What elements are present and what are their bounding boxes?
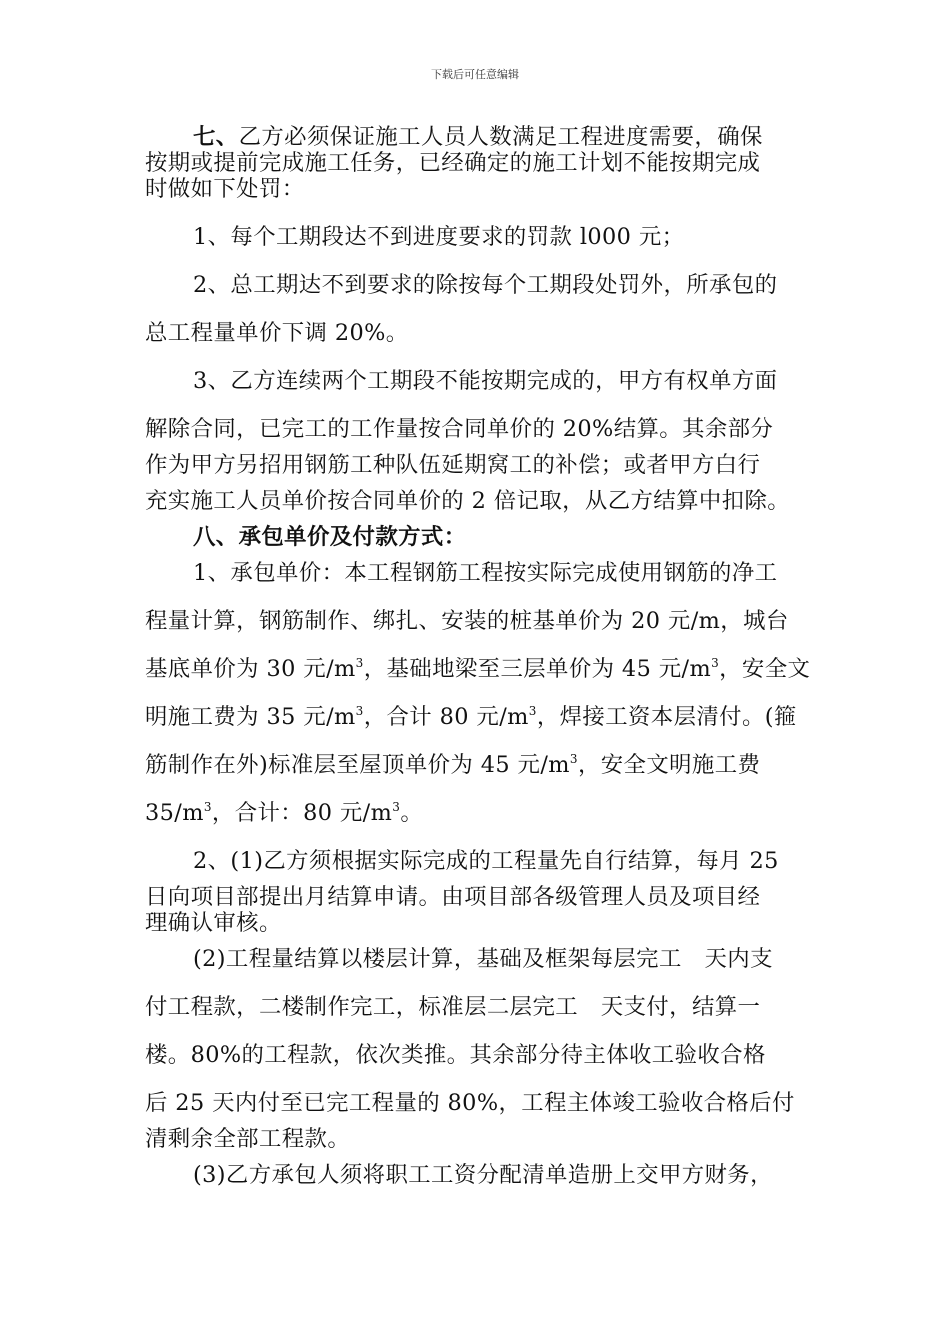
section8-heading: 八、承包单价及付款方式： [193, 524, 467, 550]
penalty-item-3-line4: 充实施工人员单价按合同单价的 2 倍记取，从乙方结算中扣除。 [145, 488, 791, 514]
section7-line2: 按期或提前完成施工任务，已经确定的施工计划不能按期完成 [145, 150, 761, 176]
unit-price-line6: $35/m^3$，合计：80 元$/m^3$。 [145, 800, 424, 826]
penalty-item-3-line2: 解除合同，已完工的工作量按合同单价的 20%结算。其余部分 [145, 416, 774, 442]
payment-line2: 付工程款，二楼制作完工，标准层二层完工 天支付，结算一 [145, 994, 761, 1020]
payment-line1: (2)工程量结算以楼层计算，基础及框架每层完工 天内支 [193, 946, 773, 972]
unit-price-line5: 筋制作在外)标准层至屋顶单价为 45 元$/m^3$，安全文明施工费 [145, 752, 761, 778]
payment-line4: 后 25 天内付至已完工程量的 80%，工程主体竣工验收合格后付 [145, 1090, 795, 1116]
section7-line3: 时做如下处罚： [145, 176, 305, 202]
document-body [145, 124, 811, 1188]
settlement-line3: 理确认审核。 [145, 910, 282, 936]
page-header-note: 下载后可任意编辑 [431, 68, 519, 81]
payment-line3: 楼。80%的工程款，依次类推。其余部分待主体收工验收合格 [145, 1042, 766, 1068]
penalty-item-2-line1: 2、总工期达不到要求的除按每个工期段处罚外，所承包的 [193, 272, 778, 298]
penalty-item-3-line3: 作为甲方另招用钢筋工种队伍延期窝工的补偿；或者甲方白行 [145, 452, 761, 478]
payment-line5: 清剩余全部工程款。 [145, 1126, 351, 1152]
wage-list-line1: (3)乙方承包人须将职工工资分配清单造册上交甲方财务， [193, 1162, 773, 1188]
settlement-line2: 日向项目部提出月结算申请。由项目部各级管理人员及项目经 [145, 884, 761, 910]
unit-price-line2: 程量计算，钢筋制作、绑扎、安装的桩基单价为 20 元/m，城台 [145, 608, 789, 634]
unit-price-line1: 1、承包单价：本工程钢筋工程按实际完成使用钢筋的净工 [193, 560, 778, 586]
unit-price-line4: 明施工费为 35 元$/m^3$，合计 80 元$/m^3$，焊接工资本层清付。(箍 [145, 704, 797, 730]
section7-heading: 七、 [193, 124, 239, 150]
penalty-item-2-line2: 总工程量单价下调 20%。 [145, 320, 409, 346]
penalty-item-1: 1、每个工期段达不到进度要求的罚款 l000 元； [193, 224, 685, 250]
penalty-item-3-line1: 3、乙方连续两个工期段不能按期完成的，甲方有权单方面 [193, 368, 778, 394]
unit-price-line3: 基底单价为 30 元$/m^3$，基础地梁至三层单价为 45 元$/m^3$，安全文 [145, 656, 811, 682]
section7-line1: 七、乙方必须保证施工人员人数满足工程进度需要，确保 [193, 124, 763, 150]
settlement-line1: 2、(1)乙方须根据实际完成的工程量先自行结算，每月 25 [193, 848, 779, 874]
